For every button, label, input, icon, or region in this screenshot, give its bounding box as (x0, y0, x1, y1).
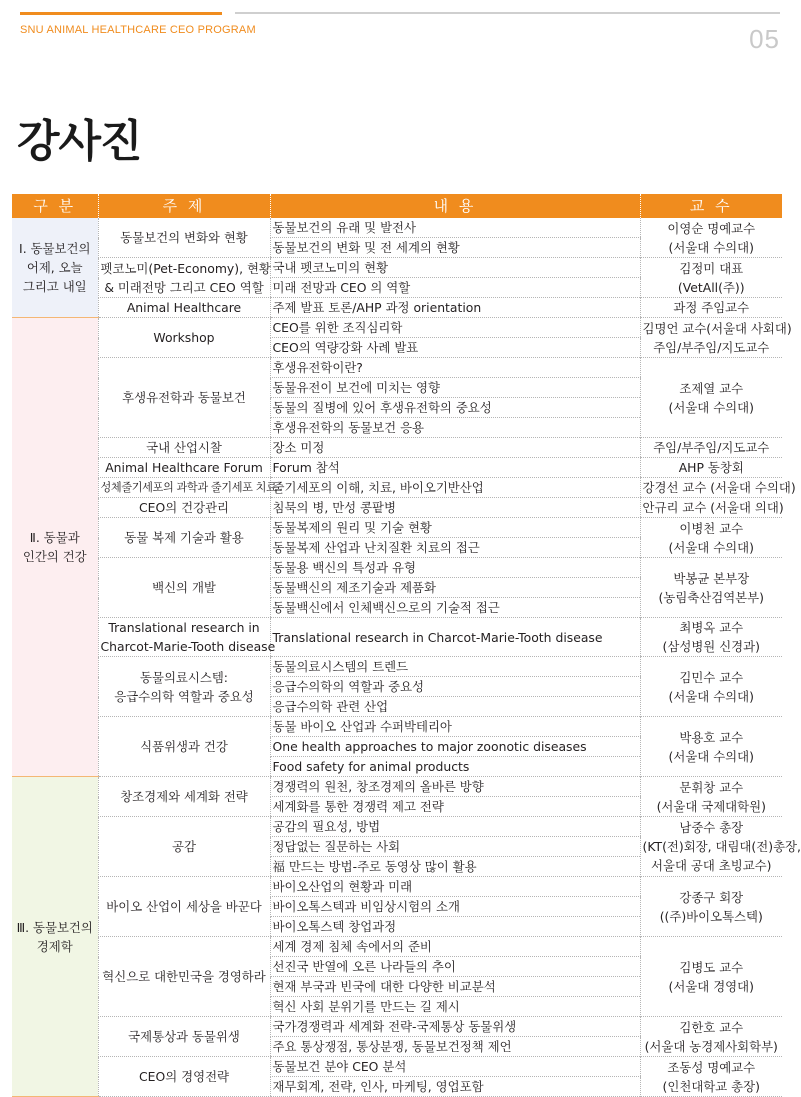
table-row (12, 777, 782, 797)
content-cell (270, 618, 640, 657)
instructor-cell (640, 298, 782, 318)
instructor-text-line: 김명언 교수(서울대 사회대) (642, 320, 792, 336)
instructor-text-line: 주임/부주임/지도교수 (653, 440, 770, 455)
topic-text-line: 바이오 산업이 세상을 바꾼다 (106, 899, 262, 914)
table-row (12, 438, 782, 458)
content-cell: 미래 전망과 CEO 의 역할 (270, 278, 640, 298)
instructor-cell (640, 618, 782, 657)
topic-text-line: Workshop (153, 330, 215, 345)
instructor-text-line: (서울대 농경제사회학부) (644, 1038, 778, 1054)
section-name-line: 어제, 오늘 (26, 260, 83, 275)
section-name-line: Ⅱ. 동물과 (29, 530, 80, 545)
instructor-text-line: 박용호 교수 (679, 729, 744, 745)
topic-text-line: CEO의 건강관리 (138, 500, 230, 515)
topic-text-line: 후생유전학과 동물보건 (122, 390, 246, 405)
header-rule (235, 12, 780, 14)
section-cell (12, 218, 98, 318)
table-row (12, 1017, 782, 1037)
instructor-text-line: 남중수 총장 (679, 820, 744, 835)
table-row (12, 817, 782, 837)
content-cell: One health approaches to major zoonotic diseases (270, 737, 640, 757)
section-cell (12, 318, 98, 777)
topic-cell (98, 358, 270, 438)
topic-cell (98, 218, 270, 258)
section-name-line: Ⅲ. 동물보건의 (16, 919, 93, 935)
topic-text-line: CEO의 경영전략 (138, 1069, 230, 1084)
topic-text-line: 동물의료시스템: (140, 669, 228, 685)
content-cell: 침묵의 병, 만성 콩팥병 (270, 498, 640, 518)
topic-cell (98, 438, 270, 458)
content-cell: CEO의 역량강화 사례 발표 (270, 338, 640, 358)
content-cell: 福 만드는 방법-주로 동영상 많이 활용 (270, 857, 640, 877)
instructor-cell (640, 358, 782, 438)
instructor-text-line: 최병옥 교수 (679, 620, 744, 635)
table-row (12, 498, 782, 518)
instructor-text-line: 김병도 교수 (679, 959, 744, 975)
topic-cell (98, 1017, 270, 1057)
instructor-text-line: (서울대 수의대) (668, 399, 754, 415)
topic-cell (98, 478, 277, 498)
topic-cell (98, 1057, 270, 1097)
topic-text-line: 백신의 개발 (152, 580, 216, 595)
header-rule-accent (20, 12, 222, 15)
instructor-text-line: 김정미 대표 (679, 260, 744, 276)
content-cell: 동물 바이오 산업과 수퍼박테리아 (270, 717, 640, 737)
topic-text-line: 공감 (172, 839, 196, 854)
topic-text-line: 창조경제와 세계화 전략 (120, 789, 248, 804)
instructor-text-line: (서울대 수의대) (668, 688, 754, 704)
instructor-table (12, 194, 801, 1097)
instructor-text-line: 박봉균 본부장 (673, 570, 750, 586)
topic-cell (98, 937, 270, 1017)
instructor-text-line: 김한호 교수 (679, 1019, 744, 1035)
topic-cell (98, 458, 270, 478)
instructor-text-line: (서울대 국제대학원) (656, 798, 766, 814)
instructor-text-line: 강종구 회장 (679, 889, 744, 905)
content-cell: 동물보건 분야 CEO 분석 (270, 1057, 640, 1077)
instructor-text-line: (인천대학교 총장) (662, 1078, 760, 1094)
content-cell: 동물백신에서 인체백신으로의 기술적 접근 (270, 598, 640, 618)
topic-cell (98, 717, 270, 777)
topic-text-line: 식품위생과 건강 (140, 739, 228, 754)
instructor-cell (640, 498, 782, 518)
content-cell: 선진국 반열에 오른 나라들의 추이 (270, 957, 640, 977)
content-cell: 현재 부국과 빈국에 대한 다양한 비교분석 (270, 977, 640, 997)
instructor-cell (640, 777, 782, 817)
topic-text-line: 동물 복제 기술과 활용 (124, 530, 244, 545)
content-cell: 바이오톡스텍과 비임상시험의 소개 (270, 897, 640, 917)
instructor-cell (640, 478, 796, 498)
content-cell: 바이오톡스텍 창업과정 (270, 917, 640, 937)
topic-cell (98, 777, 270, 817)
instructor-text-line: (서울대 수의대) (668, 539, 754, 555)
content-cell: 공감의 필요성, 방법 (270, 817, 640, 837)
topic-cell (98, 618, 276, 657)
column-header-content: 내 용 (270, 194, 640, 218)
table-body (12, 218, 801, 1097)
topic-cell (98, 258, 270, 298)
table-header-row (12, 194, 782, 218)
content-cell: 주제 발표 토론/AHP 과정 orientation (270, 298, 640, 318)
content-cell: 동물보건의 유래 및 발전사 (270, 218, 640, 238)
table-row (12, 478, 782, 498)
table-row (12, 717, 782, 737)
content-cell: 후생유전학의 동물보건 응용 (270, 418, 640, 438)
instructor-text-line: (농림축산검역본부) (658, 589, 764, 605)
instructor-cell (640, 817, 801, 877)
section-name-line: 그리고 내일 (22, 279, 87, 294)
instructor-text-line: 이병천 교수 (679, 520, 744, 536)
table-row (12, 298, 782, 318)
content-cell: 동물복제 산업과 난치질환 치료의 접근 (270, 538, 640, 558)
table-row (12, 1057, 782, 1077)
section-name-line: Ⅰ. 동물보건의 (19, 241, 91, 256)
content-cell: 줄기세포의 이해, 치료, 바이오기반산업 (270, 478, 640, 498)
table-row (12, 657, 782, 677)
instructor-cell (640, 218, 782, 258)
content-cell: 동물유전이 보건에 미치는 영향 (270, 378, 640, 398)
instructor-text-line: AHP 동창회 (678, 460, 744, 475)
instructor-text-line: (KT(전)회장, 대림대(전)총장, (642, 839, 801, 854)
table-row (12, 877, 782, 897)
content-cell: 세계화를 통한 경쟁력 제고 전략 (270, 797, 640, 817)
section-name-line: 경제학 (36, 938, 73, 954)
instructor-text-line: 과정 주임교수 (673, 300, 750, 315)
topic-cell (98, 558, 270, 618)
column-header-instructor: 교 수 (640, 194, 782, 218)
content-cell: 동물복제의 원리 및 기술 현황 (270, 518, 640, 538)
instructor-text-line: (서울대 수의대) (668, 239, 754, 255)
content-cell: Food safety for animal products (270, 757, 640, 777)
instructor-text-line: 조제열 교수 (679, 380, 744, 396)
instructor-text-line: 안규리 교수 (서울대 의대) (642, 500, 784, 515)
table-row (12, 358, 782, 378)
instructor-text-line: ((주)바이오톡스텍) (659, 908, 763, 924)
instructor-cell (640, 1057, 782, 1097)
topic-text-line: Translational research in (108, 620, 260, 635)
instructor-cell (640, 518, 782, 558)
content-cell: 국내 펫코노미의 현황 (270, 258, 640, 278)
content-cell: 후생유전학이란? (270, 358, 640, 378)
content-cell: 정답없는 질문하는 사회 (270, 837, 640, 857)
content-cell: 재무회계, 전략, 인사, 마케팅, 영업포함 (270, 1077, 640, 1097)
topic-cell (98, 298, 270, 318)
content-cell: 경쟁력의 원천, 창조경제의 올바른 방향 (270, 777, 640, 797)
section-name-line: 인간의 건강 (22, 549, 87, 564)
instructor-cell (640, 438, 782, 458)
content-cell: 세계 경제 침체 속에서의 준비 (270, 937, 640, 957)
topic-cell (98, 518, 270, 558)
program-name: SNU ANIMAL HEALTHCARE CEO PROGRAM (20, 24, 256, 36)
content-cell: CEO를 위한 조직심리학 (270, 318, 640, 338)
table-row (12, 558, 782, 578)
content-cell: 혁신 사회 분위기를 만드는 길 제시 (270, 997, 640, 1017)
instructor-text-line: 주임/부주임/지도교수 (653, 339, 770, 355)
topic-text-line: & 미래전망 그리고 CEO 역할 (104, 279, 264, 295)
table-row (12, 458, 782, 478)
content-cell: 동물보건의 변화 및 전 세계의 현황 (270, 238, 640, 258)
instructor-cell (640, 258, 782, 298)
instructor-text-line: 조동성 명예교수 (667, 1059, 756, 1075)
instructor-text-line: 이영순 명예교수 (667, 220, 756, 236)
instructor-text-line: 문휘창 교수 (679, 779, 744, 795)
page-number: 05 (749, 24, 780, 54)
instructor-cell (640, 657, 782, 717)
instructor-text-line: (서울대 경영대) (668, 978, 754, 994)
content-cell: 바이오산업의 현황과 미래 (270, 877, 640, 897)
instructor-text-line: (서울대 수의대) (668, 748, 754, 764)
content-cell: 동물백신의 제조기술과 제품화 (270, 578, 640, 598)
content-cell: 응급수의학 관련 산업 (270, 697, 640, 717)
instructor-cell (640, 877, 782, 937)
topic-text-line: 응급수의학 역할과 중요성 (114, 688, 254, 704)
instructor-cell (640, 318, 792, 358)
instructor-text-line: 김민수 교수 (679, 669, 744, 685)
topic-cell (98, 817, 270, 877)
instructor-text-line: (VetAll(주)) (677, 279, 745, 295)
topic-text-line: Animal Healthcare (126, 300, 242, 315)
content-cell: 응급수의학의 역할과 중요성 (270, 677, 640, 697)
content-cell: 동물의 질병에 있어 후생유전학의 중요성 (270, 398, 640, 418)
column-header-topic: 주 제 (98, 194, 270, 218)
topic-cell (98, 657, 270, 717)
topic-text-line: 펫코노미(Pet-Economy), 현황 (100, 260, 271, 276)
instructor-cell (640, 458, 782, 478)
table-row (12, 218, 782, 238)
table-row (12, 318, 782, 338)
topic-text-line: 동물보건의 변화와 현황 (120, 230, 248, 245)
topic-text-line: 혁신으로 대한민국을 경영하라 (102, 969, 266, 984)
instructor-cell (640, 558, 782, 618)
page-title: 강사진 (17, 116, 142, 167)
instructor-text-line: 강경선 교수 (서울대 수의대) (642, 480, 796, 495)
table-row (12, 258, 782, 278)
topic-text-line: 국제통상과 동물위생 (128, 1029, 240, 1044)
table-row (12, 937, 782, 957)
content-cell: 국가경쟁력과 세계화 전략-국제통상 동물위생 (270, 1017, 640, 1037)
table-row (12, 518, 782, 538)
topic-text-line: Animal Healthcare Forum (105, 460, 263, 475)
content-cell: Forum 참석 (270, 458, 640, 478)
instructor-text-line: (삼성병원 신경과) (662, 639, 760, 654)
section-cell (12, 777, 98, 1097)
topic-text-line: Charcot-Marie-Tooth disease (100, 639, 276, 654)
instructor-cell (640, 1017, 782, 1057)
column-header-section: 구 분 (12, 194, 98, 218)
content-cell: 주요 통상쟁점, 통상분쟁, 동물보건정책 제언 (270, 1037, 640, 1057)
topic-cell (98, 318, 270, 358)
content-cell: 장소 미정 (270, 438, 640, 458)
instructor-cell (640, 717, 782, 777)
topic-cell (98, 498, 270, 518)
topic-text-line: 성체줄기세포의 과학과 줄기세포 치료 (100, 481, 277, 494)
content-cell: 동물의료시스템의 트렌드 (270, 657, 640, 677)
topic-text-line: 국내 산업시찰 (146, 440, 222, 455)
content-cell: 동물용 백신의 특성과 유형 (270, 558, 640, 578)
instructor-text-line: 서울대 공대 초빙교수) (651, 858, 772, 873)
instructor-cell (640, 937, 782, 1017)
topic-cell (98, 877, 270, 937)
content-text-line: Translational research in Charcot-Marie-Tooth disease (272, 629, 603, 645)
